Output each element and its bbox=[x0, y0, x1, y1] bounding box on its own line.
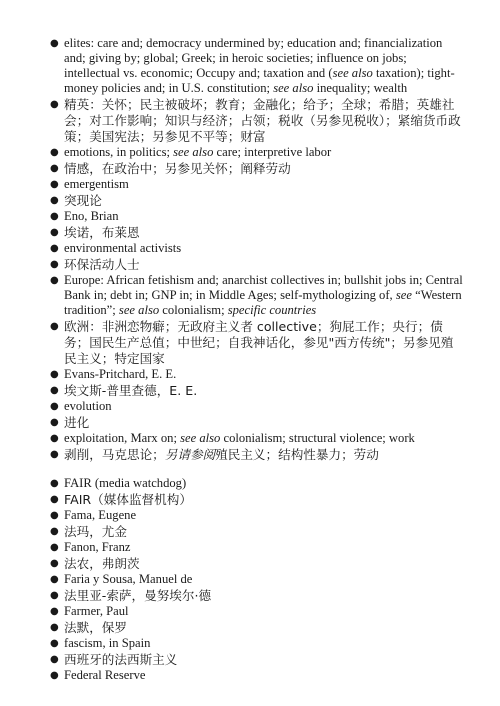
index-entry bbox=[50, 225, 464, 241]
bullet-icon: ● bbox=[50, 369, 59, 380]
index-entry bbox=[50, 572, 464, 587]
index-entry bbox=[50, 209, 464, 224]
index-entry-text: exploitation, Marx on; see also colonialism; structural violence; work bbox=[64, 431, 415, 445]
index-entry bbox=[50, 415, 464, 431]
index-entry bbox=[50, 540, 464, 555]
index-entry bbox=[50, 241, 464, 256]
bullet-icon: ● bbox=[50, 258, 59, 270]
bullet-icon: ● bbox=[50, 147, 59, 158]
bullet-icon: ● bbox=[50, 542, 59, 553]
bullet-icon: ● bbox=[50, 638, 59, 649]
index-entry-text: 埃文斯-普里查德，E. E. bbox=[64, 382, 198, 398]
index-list-e bbox=[50, 36, 464, 463]
index-entry bbox=[50, 399, 464, 414]
index-entry bbox=[50, 273, 464, 318]
bullet-icon: ● bbox=[50, 574, 59, 585]
index-entry-text: 进化 bbox=[64, 414, 90, 430]
index-entry bbox=[50, 257, 464, 273]
index-entry bbox=[50, 319, 464, 367]
bullet-icon: ● bbox=[50, 433, 59, 444]
bullet-icon: ● bbox=[50, 621, 59, 633]
index-entry-text: Federal Reserve bbox=[64, 668, 146, 682]
index-entry bbox=[50, 508, 464, 523]
bullet-icon: ● bbox=[50, 384, 59, 396]
index-entry-text: 埃诺，布莱恩 bbox=[64, 224, 140, 240]
bullet-icon: ● bbox=[50, 606, 59, 617]
index-entry bbox=[50, 177, 464, 192]
index-entry bbox=[50, 668, 464, 683]
index-entry-text: 法玛，尤金 bbox=[64, 523, 127, 539]
index-entry bbox=[50, 492, 464, 508]
index-entry bbox=[50, 383, 464, 399]
index-entry bbox=[50, 193, 464, 209]
index-entry-text: Fama, Eugene bbox=[64, 508, 137, 522]
index-entry-text: 西班牙的法西斯主义 bbox=[64, 651, 178, 667]
index-entry-text: 环保活动人士 bbox=[64, 256, 140, 272]
index-entry-text: FAIR (media watchdog) bbox=[64, 476, 187, 490]
index-entry-text: Eno, Brian bbox=[64, 209, 119, 223]
bullet-icon: ● bbox=[50, 416, 59, 428]
section-gap bbox=[50, 463, 464, 476]
index-entry-text: 法默，保罗 bbox=[64, 619, 127, 635]
index-entry-text: elites: care and; democracy undermined by; education and; financialization and; giving by; global; Greek; in heroic societies; influence on jobs; intellectual vs. economic; Occupy and; taxation and (see also taxation); tight-money policies and; in U.S. constitution; see also inequality; wealth bbox=[64, 36, 455, 95]
index-entry bbox=[50, 161, 464, 177]
index-entry-text: Evans-Pritchard, E. E. bbox=[64, 367, 177, 381]
bullet-icon: ● bbox=[50, 98, 59, 110]
index-entry-text: emotions, in politics; see also care; interpretive labor bbox=[64, 145, 332, 159]
index-entry-text: Europe: African fetishism and; anarchist collectives in; bullshit jobs in; Central Bank in; debt in; GNP in; in Middle Ages; self-mythologizing of, see “Western tradition”; see also colonialism; specific countries bbox=[64, 273, 463, 317]
index-entry-text: 剥削，马克思论；另请参阅殖民主义；结构性暴力；劳动 bbox=[64, 446, 379, 462]
index-entry-text: 法里亚-索萨，曼努埃尔·德 bbox=[64, 587, 212, 603]
bullet-icon: ● bbox=[50, 448, 59, 460]
bullet-icon: ● bbox=[50, 179, 59, 190]
index-entry-text: evolution bbox=[64, 399, 112, 413]
index-entry bbox=[50, 636, 464, 651]
bullet-icon: ● bbox=[50, 510, 59, 521]
bullet-icon: ● bbox=[50, 226, 59, 238]
index-entry-text: environmental activists bbox=[64, 241, 182, 255]
index-entry bbox=[50, 476, 464, 491]
index-entry-text: 突现论 bbox=[64, 192, 102, 208]
bullet-icon: ● bbox=[50, 478, 59, 489]
index-entry bbox=[50, 620, 464, 636]
bullet-icon: ● bbox=[50, 525, 59, 537]
bullet-icon: ● bbox=[50, 653, 59, 665]
index-entry-text: FAIR（媒体监督机构） bbox=[64, 491, 192, 507]
bullet-icon: ● bbox=[50, 275, 59, 286]
index-entry bbox=[50, 556, 464, 572]
bullet-icon: ● bbox=[50, 162, 59, 174]
index-entry-text: Faria y Sousa, Manuel de bbox=[64, 572, 193, 586]
bullet-icon: ● bbox=[50, 194, 59, 206]
index-entry-text: Farmer, Paul bbox=[64, 604, 129, 618]
index-entry bbox=[50, 652, 464, 668]
index-list-f bbox=[50, 476, 464, 683]
index-entry-text: 欧洲：非洲恋物癖；无政府主义者 collective；狗屁工作；央行；债务；国民生产总值；中世纪；自我神话化，参见"西方传统"；另参见殖民主义；特定国家 bbox=[64, 318, 454, 366]
index-entry-text: 法农，弗朗茨 bbox=[64, 555, 140, 571]
index-entry bbox=[50, 36, 464, 96]
bullet-icon: ● bbox=[50, 211, 59, 222]
index-entry bbox=[50, 588, 464, 604]
index-entry bbox=[50, 97, 464, 145]
bullet-icon: ● bbox=[50, 320, 59, 332]
index-entry-text: Fanon, Franz bbox=[64, 540, 131, 554]
index-entry bbox=[50, 524, 464, 540]
bullet-icon: ● bbox=[50, 589, 59, 601]
index-entry bbox=[50, 367, 464, 382]
bullet-icon: ● bbox=[50, 243, 59, 254]
index-entry-text: emergentism bbox=[64, 177, 129, 191]
bullet-icon: ● bbox=[50, 38, 59, 49]
index-entry bbox=[50, 145, 464, 160]
index-entry-text: fascism, in Spain bbox=[64, 636, 151, 650]
index-entry bbox=[50, 447, 464, 463]
bullet-icon: ● bbox=[50, 557, 59, 569]
index-entry bbox=[50, 431, 464, 446]
bullet-icon: ● bbox=[50, 401, 59, 412]
bullet-icon: ● bbox=[50, 493, 59, 505]
bullet-icon: ● bbox=[50, 670, 59, 681]
index-entry bbox=[50, 604, 464, 619]
index-entry-text: 精英：关怀；民主被破坏；教育；金融化；给予；全球；希腊；英雄社会；对工作影响；知识与经济；占领；税收（另参见税收）；紧缩货币政策；美国宪法；另参见不平等；财富 bbox=[64, 96, 461, 144]
index-entry-text: 情感，在政治中；另参见关怀；阐释劳动 bbox=[64, 160, 291, 176]
